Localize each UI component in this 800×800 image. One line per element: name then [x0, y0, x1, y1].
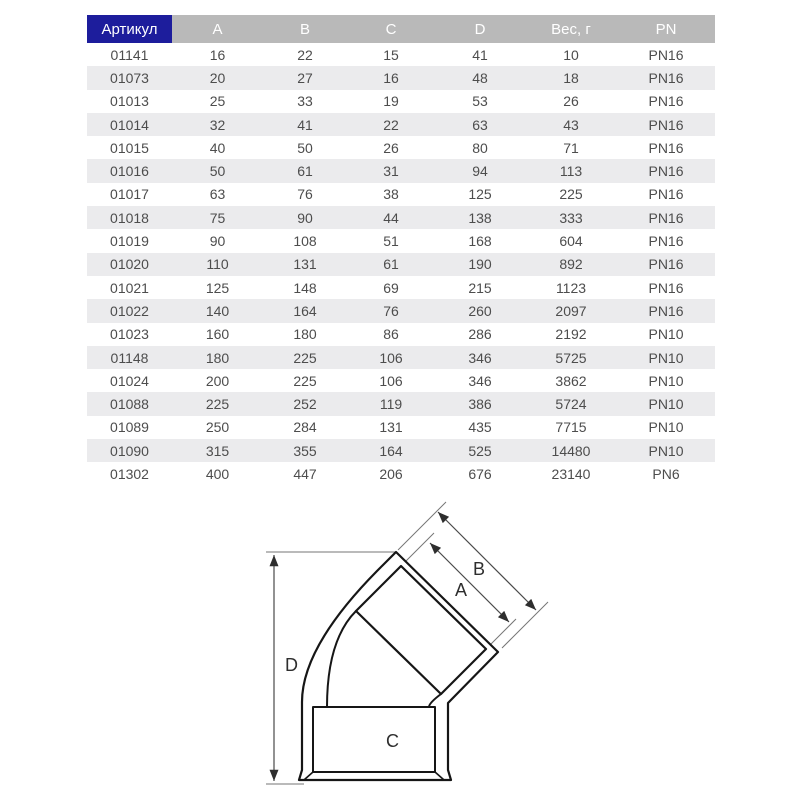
table-cell: 110 — [172, 253, 263, 276]
table-cell: 892 — [525, 253, 617, 276]
column-header-article: Артикул — [87, 15, 172, 43]
table-cell: PN10 — [617, 416, 715, 439]
table-row — [87, 392, 715, 415]
table-cell: 215 — [435, 276, 525, 299]
table-cell: 01021 — [87, 276, 172, 299]
table-cell: 1123 — [525, 276, 617, 299]
table-row — [87, 66, 715, 89]
table-row — [87, 462, 715, 485]
table-row — [87, 299, 715, 322]
table-cell: 119 — [347, 392, 435, 415]
table-cell: 31 — [347, 159, 435, 182]
table-cell: 01020 — [87, 253, 172, 276]
table-cell: 51 — [347, 229, 435, 252]
table-cell: 32 — [172, 113, 263, 136]
table-cell: 01088 — [87, 392, 172, 415]
table-cell: 164 — [347, 439, 435, 462]
table-cell: 252 — [263, 392, 347, 415]
table-cell: 108 — [263, 229, 347, 252]
table-cell: 43 — [525, 113, 617, 136]
table-cell: 90 — [172, 229, 263, 252]
table-cell: 16 — [172, 43, 263, 66]
table-cell: 40 — [172, 136, 263, 159]
table-cell: 180 — [263, 323, 347, 346]
table-cell: 18 — [525, 66, 617, 89]
table-cell: 225 — [263, 369, 347, 392]
table-row — [87, 439, 715, 462]
table-cell: 250 — [172, 416, 263, 439]
table-cell: 190 — [435, 253, 525, 276]
table-cell: 604 — [525, 229, 617, 252]
table-cell: 131 — [263, 253, 347, 276]
table-cell: 7715 — [525, 416, 617, 439]
column-header-c: C — [347, 15, 435, 43]
table-cell: 75 — [172, 206, 263, 229]
table-cell: 26 — [347, 136, 435, 159]
table-cell: 3862 — [525, 369, 617, 392]
table-cell: 225 — [525, 183, 617, 206]
table-cell: PN16 — [617, 299, 715, 322]
table-cell: 27 — [263, 66, 347, 89]
table-cell: 355 — [263, 439, 347, 462]
table-cell: 01024 — [87, 369, 172, 392]
table-cell: 284 — [263, 416, 347, 439]
table-row — [87, 276, 715, 299]
table-cell: 01019 — [87, 229, 172, 252]
table-cell: PN10 — [617, 323, 715, 346]
table-cell: 61 — [263, 159, 347, 182]
table-row — [87, 206, 715, 229]
table-cell: 80 — [435, 136, 525, 159]
table-cell: 53 — [435, 90, 525, 113]
table-cell: 69 — [347, 276, 435, 299]
table-row — [87, 369, 715, 392]
table-cell: 140 — [172, 299, 263, 322]
table-cell: PN10 — [617, 346, 715, 369]
table-cell: 01073 — [87, 66, 172, 89]
table-cell: 346 — [435, 346, 525, 369]
table-cell: 90 — [263, 206, 347, 229]
table-row — [87, 346, 715, 369]
table-cell: PN10 — [617, 369, 715, 392]
table-cell: 33 — [263, 90, 347, 113]
table-cell: 48 — [435, 66, 525, 89]
table-cell: 14480 — [525, 439, 617, 462]
table-cell: 44 — [347, 206, 435, 229]
table-cell: 206 — [347, 462, 435, 485]
table-cell: 10 — [525, 43, 617, 66]
table-cell: 76 — [347, 299, 435, 322]
table-cell: 23140 — [525, 462, 617, 485]
table-cell: 38 — [347, 183, 435, 206]
table-cell: 01089 — [87, 416, 172, 439]
spec-table-container — [87, 15, 715, 486]
table-cell: PN16 — [617, 66, 715, 89]
table-cell: 525 — [435, 439, 525, 462]
table-cell: 180 — [172, 346, 263, 369]
table-row — [87, 229, 715, 252]
table-cell: 164 — [263, 299, 347, 322]
table-cell: 346 — [435, 369, 525, 392]
table-cell: 01015 — [87, 136, 172, 159]
table-cell: PN16 — [617, 206, 715, 229]
table-cell: 20 — [172, 66, 263, 89]
table-cell: 315 — [172, 439, 263, 462]
table-cell: PN16 — [617, 159, 715, 182]
table-cell: 71 — [525, 136, 617, 159]
table-cell: 125 — [172, 276, 263, 299]
table-cell: 386 — [435, 392, 525, 415]
table-cell: 225 — [172, 392, 263, 415]
table-cell: 22 — [347, 113, 435, 136]
table-cell: 41 — [263, 113, 347, 136]
table-header-row — [87, 15, 715, 43]
table-cell: 200 — [172, 369, 263, 392]
table-cell: PN16 — [617, 43, 715, 66]
table-cell: 01016 — [87, 159, 172, 182]
table-cell: 2097 — [525, 299, 617, 322]
table-cell: 260 — [435, 299, 525, 322]
table-cell: 63 — [172, 183, 263, 206]
table-cell: 01022 — [87, 299, 172, 322]
spec-table — [87, 15, 715, 486]
table-cell: 50 — [172, 159, 263, 182]
table-cell: PN16 — [617, 183, 715, 206]
table-cell: PN16 — [617, 90, 715, 113]
table-cell: 5725 — [525, 346, 617, 369]
table-cell: 447 — [263, 462, 347, 485]
table-cell: 01148 — [87, 346, 172, 369]
table-cell: 50 — [263, 136, 347, 159]
table-cell: 131 — [347, 416, 435, 439]
column-header-b: B — [263, 15, 347, 43]
table-row — [87, 90, 715, 113]
column-header-pn: PN — [617, 15, 715, 43]
table-row — [87, 323, 715, 346]
table-cell: 15 — [347, 43, 435, 66]
table-row — [87, 416, 715, 439]
table-cell: 22 — [263, 43, 347, 66]
table-cell: 113 — [525, 159, 617, 182]
table-cell: 01090 — [87, 439, 172, 462]
table-cell: PN16 — [617, 113, 715, 136]
table-cell: 435 — [435, 416, 525, 439]
dimension-label-c: C — [386, 731, 399, 751]
table-row — [87, 136, 715, 159]
table-cell: 01014 — [87, 113, 172, 136]
table-cell: 106 — [347, 369, 435, 392]
table-cell: 76 — [263, 183, 347, 206]
table-cell: 5724 — [525, 392, 617, 415]
table-cell: 160 — [172, 323, 263, 346]
table-cell: 01017 — [87, 183, 172, 206]
table-cell: 125 — [435, 183, 525, 206]
table-cell: 16 — [347, 66, 435, 89]
dimension-line-b — [438, 512, 536, 610]
table-cell: 225 — [263, 346, 347, 369]
column-header-d: D — [435, 15, 525, 43]
table-cell: 01141 — [87, 43, 172, 66]
table-cell: 86 — [347, 323, 435, 346]
table-cell: PN16 — [617, 136, 715, 159]
table-cell: PN10 — [617, 392, 715, 415]
table-row — [87, 43, 715, 66]
table-cell: 25 — [172, 90, 263, 113]
table-cell: PN10 — [617, 439, 715, 462]
table-cell: PN6 — [617, 462, 715, 485]
dimension-label-a: A — [454, 580, 468, 600]
table-cell: 19 — [347, 90, 435, 113]
table-cell: PN16 — [617, 229, 715, 252]
table-cell: 01302 — [87, 462, 172, 485]
column-header-weight: Вес, г — [525, 15, 617, 43]
table-row — [87, 253, 715, 276]
table-cell: 26 — [525, 90, 617, 113]
table-cell: 2192 — [525, 323, 617, 346]
table-row — [87, 183, 715, 206]
table-cell: 148 — [263, 276, 347, 299]
table-cell: 106 — [347, 346, 435, 369]
table-cell: 676 — [435, 462, 525, 485]
table-cell: 01013 — [87, 90, 172, 113]
table-cell: 41 — [435, 43, 525, 66]
elbow-diagram — [240, 492, 580, 796]
table-cell: 94 — [435, 159, 525, 182]
table-cell: 168 — [435, 229, 525, 252]
table-row — [87, 113, 715, 136]
table-cell: 286 — [435, 323, 525, 346]
table-cell: 333 — [525, 206, 617, 229]
table-cell: 61 — [347, 253, 435, 276]
dimension-label-d: D — [285, 655, 298, 675]
table-cell: 63 — [435, 113, 525, 136]
table-cell: 01023 — [87, 323, 172, 346]
table-cell: PN16 — [617, 253, 715, 276]
table-cell: 400 — [172, 462, 263, 485]
table-cell: 01018 — [87, 206, 172, 229]
table-row — [87, 159, 715, 182]
table-cell: 138 — [435, 206, 525, 229]
table-cell: PN16 — [617, 276, 715, 299]
dimension-label-b: B — [472, 559, 486, 579]
column-header-a: A — [172, 15, 263, 43]
